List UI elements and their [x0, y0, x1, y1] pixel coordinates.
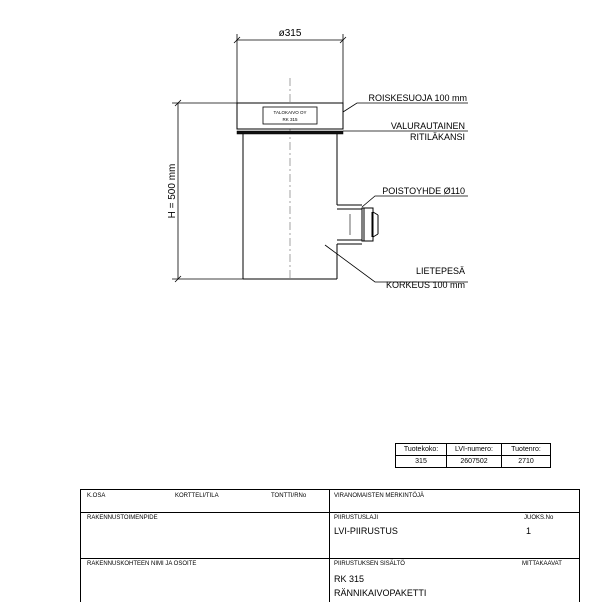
header-product-size: Tuotekoko:: [396, 444, 447, 456]
product-table-value-row: [396, 456, 551, 468]
juoks-no-value: 1: [526, 526, 532, 536]
diameter-label: ø315: [278, 28, 302, 39]
piirustuslaji-value: LVI-PIIRUSTUS: [334, 526, 398, 536]
callout-lid-line1: VALURAUTAINEN: [390, 121, 465, 131]
kohde-label: RAKENNUSKOHTEEN NIMI JA OSOITE: [87, 561, 197, 567]
product-table: [395, 443, 551, 468]
rakennustoimenpide-label: RAKENNUSTOIMENPIDE: [87, 515, 158, 521]
kortteli-tila-label: KORTTELI/TILA: [175, 493, 219, 499]
title-block: [80, 489, 580, 602]
k-osa-label: K.OSA: [87, 493, 106, 499]
header-product-number: Tuotenro:: [502, 444, 551, 456]
juoks-no-label: JUOKS.No: [524, 515, 554, 521]
diameter-dimension: [234, 34, 346, 103]
height-dimension: [172, 100, 243, 282]
tontti-rno-label: TONTTI/RNo: [271, 493, 307, 499]
value-product-number: 2710: [502, 456, 551, 468]
value-lvi-number: 2607502: [447, 456, 502, 468]
lid-text-line2: RK 315: [282, 117, 298, 122]
piirustuslaji-label: PIIRUSTUSLAJI: [334, 515, 379, 521]
cast-iron-grate: [237, 131, 343, 134]
callout-sump-line1: LIETEPESÄ: [415, 266, 465, 276]
callout-lid-line2: RITILÄKANSI: [409, 132, 465, 142]
lid-text-line1: TALOKAIVO OY: [273, 110, 307, 115]
height-label: H = 500 mm: [167, 163, 178, 219]
sisalto-line2: RÄNNIKAIVOPAKETTI: [334, 588, 427, 598]
callout-splash-guard: ROISKESUOJA 100 mm: [368, 93, 467, 103]
product-table-header-row: [396, 444, 551, 456]
outlet-pipe: [337, 205, 378, 244]
value-product-size: 315: [396, 456, 447, 468]
callout-outlet: POISTOYHDE Ø110: [382, 186, 465, 196]
sisalto-label: PIIRUSTUKSEN SISÄLTÖ: [334, 561, 405, 567]
sisalto-line1: RK 315: [334, 574, 365, 584]
header-lvi-number: LVI-numero:: [447, 444, 502, 456]
callout-sump-line2: KORKEUS 100 mm: [385, 280, 465, 290]
mittakaavat-label: MITTAKAAVAT: [522, 561, 562, 567]
title-block-divider: [329, 490, 330, 602]
viranomaisten-label: VIRANOMAISTEN MERKINTÖJÄ: [334, 493, 425, 499]
